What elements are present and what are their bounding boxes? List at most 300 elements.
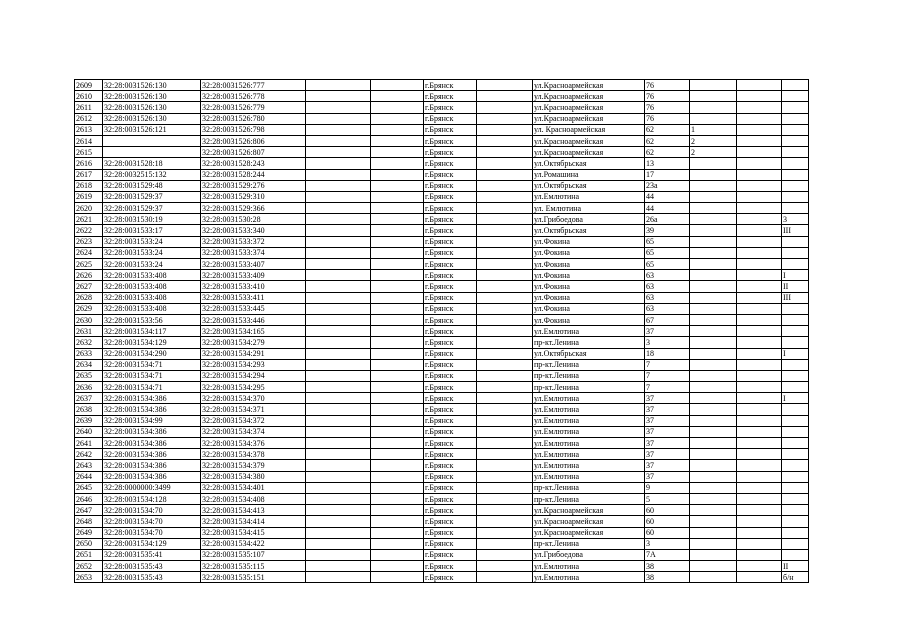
cell-house-number: 7: [645, 382, 690, 393]
cell-empty-col-a: [306, 225, 371, 236]
table-row: [75, 169, 809, 180]
cell-row-number: 2620: [75, 203, 103, 214]
cell-street: ул.Красноармейская: [533, 135, 645, 146]
cell-apartment-number: [782, 460, 809, 471]
cell-parcel-number: 32:28:0031533:24: [103, 247, 201, 258]
cell-row-number: 2638: [75, 404, 103, 415]
cell-empty-col-c: [477, 292, 533, 303]
cell-parcel-number: 32:28:0031533:17: [103, 225, 201, 236]
cell-empty-col-c: [477, 124, 533, 135]
cell-empty-col-a: [306, 214, 371, 225]
cell-empty-col-c: [477, 303, 533, 314]
cell-empty-col-b: [371, 370, 424, 381]
cell-house-number: 9: [645, 482, 690, 493]
cell-building-number: [690, 516, 737, 527]
cell-street: ул.Емлютина: [533, 191, 645, 202]
cell-apartment-number: [782, 102, 809, 113]
cell-row-number: 2628: [75, 292, 103, 303]
cell-empty-col-b: [371, 225, 424, 236]
table-row: [75, 281, 809, 292]
cell-street: ул.Ромашина: [533, 169, 645, 180]
cell-building-number: [690, 337, 737, 348]
cell-empty-col-c: [477, 225, 533, 236]
table-row: [75, 415, 809, 426]
cell-object-number: 32:28:0031526:798: [201, 124, 306, 135]
cell-empty-col-b: [371, 236, 424, 247]
cell-empty-col-d: [737, 191, 782, 202]
cell-object-number: 32:28:0031534:379: [201, 460, 306, 471]
cell-empty-col-a: [306, 147, 371, 158]
table-row: [75, 337, 809, 348]
cell-empty-col-d: [737, 438, 782, 449]
table-row: [75, 516, 809, 527]
cell-object-number: 32:28:0031534:380: [201, 471, 306, 482]
table-row: [75, 482, 809, 493]
cell-empty-col-c: [477, 147, 533, 158]
cell-house-number: 37: [645, 426, 690, 437]
cell-apartment-number: [782, 314, 809, 325]
cell-city: г.Брянск: [424, 393, 477, 404]
cell-city: г.Брянск: [424, 303, 477, 314]
cell-apartment-number: [782, 426, 809, 437]
cell-building-number: [690, 292, 737, 303]
cell-empty-col-a: [306, 113, 371, 124]
cell-empty-col-b: [371, 505, 424, 516]
cell-city: г.Брянск: [424, 348, 477, 359]
cell-empty-col-c: [477, 549, 533, 560]
cell-parcel-number: 32:28:0000000:3499: [103, 482, 201, 493]
cell-building-number: [690, 247, 737, 258]
cell-parcel-number: [103, 147, 201, 158]
cell-city: г.Брянск: [424, 527, 477, 538]
cell-building-number: [690, 404, 737, 415]
cell-city: г.Брянск: [424, 404, 477, 415]
cell-apartment-number: [782, 303, 809, 314]
cell-object-number: 32:28:0031534:291: [201, 348, 306, 359]
cell-empty-col-d: [737, 102, 782, 113]
cell-object-number: 32:28:0031534:414: [201, 516, 306, 527]
cell-street: ул.Фокина: [533, 236, 645, 247]
cell-empty-col-b: [371, 561, 424, 572]
cell-apartment-number: [782, 91, 809, 102]
cell-street: пр-кт.Ленина: [533, 382, 645, 393]
cell-empty-col-c: [477, 314, 533, 325]
cell-city: г.Брянск: [424, 449, 477, 460]
cell-building-number: 2: [690, 147, 737, 158]
cell-row-number: 2623: [75, 236, 103, 247]
cell-empty-col-b: [371, 91, 424, 102]
cell-empty-col-a: [306, 404, 371, 415]
cell-parcel-number: 32:28:0031534:129: [103, 538, 201, 549]
cell-street: ул.Грибоедова: [533, 214, 645, 225]
cell-city: г.Брянск: [424, 326, 477, 337]
cell-empty-col-c: [477, 438, 533, 449]
cell-empty-col-c: [477, 527, 533, 538]
cell-house-number: 44: [645, 203, 690, 214]
cell-object-number: 32:28:0031526:806: [201, 135, 306, 146]
cell-row-number: 2624: [75, 247, 103, 258]
cell-empty-col-c: [477, 493, 533, 504]
cell-object-number: 32:28:0031534:295: [201, 382, 306, 393]
cell-empty-col-a: [306, 180, 371, 191]
cell-house-number: 37: [645, 393, 690, 404]
cell-building-number: [690, 382, 737, 393]
cell-empty-col-d: [737, 393, 782, 404]
cell-street: ул.Емлютина: [533, 471, 645, 482]
cell-row-number: 2645: [75, 482, 103, 493]
cell-building-number: 2: [690, 135, 737, 146]
cell-apartment-number: [782, 135, 809, 146]
cell-empty-col-b: [371, 314, 424, 325]
cell-street: ул.Красноармейская: [533, 91, 645, 102]
cell-parcel-number: 32:28:0031526:130: [103, 80, 201, 91]
cell-empty-col-b: [371, 482, 424, 493]
cell-parcel-number: 32:28:0031530:19: [103, 214, 201, 225]
cell-empty-col-d: [737, 113, 782, 124]
cell-street: ул.Красноармейская: [533, 505, 645, 516]
cell-street: ул.Емлютина: [533, 415, 645, 426]
cell-apartment-number: [782, 449, 809, 460]
table-row: [75, 225, 809, 236]
cell-row-number: 2649: [75, 527, 103, 538]
cell-street: пр-кт.Ленина: [533, 538, 645, 549]
table-row: [75, 505, 809, 516]
table-row: [75, 471, 809, 482]
cell-city: г.Брянск: [424, 549, 477, 560]
cell-street: ул.Емлютина: [533, 460, 645, 471]
cell-apartment-number: [782, 247, 809, 258]
cell-empty-col-d: [737, 471, 782, 482]
cell-house-number: 37: [645, 471, 690, 482]
cell-parcel-number: 32:28:0031533:408: [103, 303, 201, 314]
cell-empty-col-d: [737, 214, 782, 225]
cell-row-number: 2641: [75, 438, 103, 449]
cell-city: г.Брянск: [424, 572, 477, 583]
cell-empty-col-d: [737, 460, 782, 471]
cell-parcel-number: 32:28:0031534:290: [103, 348, 201, 359]
cell-building-number: [690, 281, 737, 292]
cell-empty-col-d: [737, 370, 782, 381]
table-row: [75, 527, 809, 538]
cell-city: г.Брянск: [424, 337, 477, 348]
cell-house-number: 76: [645, 91, 690, 102]
cell-empty-col-c: [477, 460, 533, 471]
cell-empty-col-c: [477, 102, 533, 113]
cell-parcel-number: 32:28:0031534:128: [103, 493, 201, 504]
cell-empty-col-a: [306, 572, 371, 583]
cell-apartment-number: [782, 493, 809, 504]
cell-apartment-number: I: [782, 270, 809, 281]
cell-empty-col-d: [737, 505, 782, 516]
cell-empty-col-a: [306, 337, 371, 348]
table-row: [75, 348, 809, 359]
cell-building-number: [690, 505, 737, 516]
cell-city: г.Брянск: [424, 426, 477, 437]
cell-empty-col-a: [306, 124, 371, 135]
cell-city: г.Брянск: [424, 370, 477, 381]
cell-row-number: 2652: [75, 561, 103, 572]
cell-empty-col-b: [371, 538, 424, 549]
cell-empty-col-b: [371, 270, 424, 281]
cell-building-number: [690, 538, 737, 549]
cell-parcel-number: 32:28:0031533:24: [103, 259, 201, 270]
table-row: [75, 393, 809, 404]
cell-street: ул.Красноармейская: [533, 80, 645, 91]
cell-object-number: 32:28:0031533:446: [201, 314, 306, 325]
table-row: [75, 180, 809, 191]
cell-row-number: 2621: [75, 214, 103, 225]
cell-row-number: 2635: [75, 370, 103, 381]
cell-parcel-number: 32:28:0031534:386: [103, 471, 201, 482]
cell-house-number: 37: [645, 326, 690, 337]
cell-object-number: 32:28:0031533:372: [201, 236, 306, 247]
cell-city: г.Брянск: [424, 102, 477, 113]
cell-building-number: [690, 113, 737, 124]
cell-parcel-number: 32:28:0031534:99: [103, 415, 201, 426]
cell-empty-col-d: [737, 516, 782, 527]
cell-empty-col-b: [371, 214, 424, 225]
cell-row-number: 2646: [75, 493, 103, 504]
cell-row-number: 2644: [75, 471, 103, 482]
cell-house-number: 38: [645, 572, 690, 583]
cell-building-number: [690, 370, 737, 381]
cell-street: пр-кт.Ленина: [533, 337, 645, 348]
cell-street: ул.Красноармейская: [533, 113, 645, 124]
cell-city: г.Брянск: [424, 214, 477, 225]
cell-house-number: 63: [645, 270, 690, 281]
cell-empty-col-d: [737, 124, 782, 135]
cell-empty-col-c: [477, 482, 533, 493]
cell-street: ул. Красноармейская: [533, 124, 645, 135]
cell-building-number: [690, 572, 737, 583]
cell-empty-col-a: [306, 359, 371, 370]
cell-empty-col-a: [306, 236, 371, 247]
cell-object-number: 32:28:0031534:279: [201, 337, 306, 348]
cell-empty-col-c: [477, 505, 533, 516]
cell-row-number: 2651: [75, 549, 103, 560]
cell-row-number: 2627: [75, 281, 103, 292]
cell-row-number: 2616: [75, 158, 103, 169]
cell-empty-col-b: [371, 180, 424, 191]
cell-row-number: 2626: [75, 270, 103, 281]
cell-empty-col-c: [477, 449, 533, 460]
cell-apartment-number: [782, 516, 809, 527]
cell-empty-col-b: [371, 303, 424, 314]
cell-object-number: 32:28:0031529:366: [201, 203, 306, 214]
cell-street: ул.Емлютина: [533, 404, 645, 415]
cell-street: ул.Фокина: [533, 281, 645, 292]
cell-object-number: 32:28:0031528:244: [201, 169, 306, 180]
table-row: [75, 561, 809, 572]
cell-empty-col-a: [306, 259, 371, 270]
cell-empty-col-d: [737, 404, 782, 415]
cell-empty-col-c: [477, 214, 533, 225]
cell-parcel-number: 32:28:0031534:386: [103, 438, 201, 449]
cell-apartment-number: III: [782, 292, 809, 303]
cell-house-number: 37: [645, 449, 690, 460]
cell-apartment-number: [782, 169, 809, 180]
cell-building-number: 1: [690, 124, 737, 135]
cell-apartment-number: [782, 191, 809, 202]
cell-empty-col-b: [371, 292, 424, 303]
cell-row-number: 2613: [75, 124, 103, 135]
cell-empty-col-b: [371, 438, 424, 449]
cell-empty-col-c: [477, 203, 533, 214]
cell-row-number: 2634: [75, 359, 103, 370]
cell-object-number: 32:28:0031533:407: [201, 259, 306, 270]
cell-city: г.Брянск: [424, 247, 477, 258]
cell-parcel-number: 32:28:0031534:71: [103, 359, 201, 370]
cell-row-number: 2640: [75, 426, 103, 437]
cell-empty-col-c: [477, 135, 533, 146]
cell-apartment-number: [782, 538, 809, 549]
table-row: [75, 191, 809, 202]
cell-parcel-number: 32:28:0031534:386: [103, 460, 201, 471]
cell-empty-col-c: [477, 80, 533, 91]
cell-row-number: 2618: [75, 180, 103, 191]
cell-empty-col-a: [306, 203, 371, 214]
cell-parcel-number: 32:28:0031534:386: [103, 449, 201, 460]
cell-empty-col-a: [306, 516, 371, 527]
cell-city: г.Брянск: [424, 460, 477, 471]
cell-parcel-number: 32:28:0031533:408: [103, 270, 201, 281]
cell-row-number: 2637: [75, 393, 103, 404]
table-row: [75, 493, 809, 504]
cell-street: пр-кт.Ленина: [533, 482, 645, 493]
cell-empty-col-d: [737, 180, 782, 191]
cell-street: ул.Фокина: [533, 247, 645, 258]
cell-house-number: 63: [645, 303, 690, 314]
cell-apartment-number: [782, 337, 809, 348]
cell-building-number: [690, 326, 737, 337]
table-row: [75, 438, 809, 449]
cell-city: г.Брянск: [424, 516, 477, 527]
cell-building-number: [690, 158, 737, 169]
cell-empty-col-a: [306, 415, 371, 426]
cell-parcel-number: 32:28:0031534:71: [103, 370, 201, 381]
cell-empty-col-d: [737, 348, 782, 359]
cell-building-number: [690, 169, 737, 180]
cell-row-number: 2610: [75, 91, 103, 102]
cell-street: ул.Фокина: [533, 314, 645, 325]
cell-apartment-number: [782, 505, 809, 516]
cell-row-number: 2639: [75, 415, 103, 426]
cell-empty-col-c: [477, 561, 533, 572]
cell-house-number: 62: [645, 147, 690, 158]
cell-apartment-number: [782, 527, 809, 538]
cell-object-number: 32:28:0031526:779: [201, 102, 306, 113]
cell-city: г.Брянск: [424, 91, 477, 102]
cell-empty-col-d: [737, 225, 782, 236]
cell-empty-col-c: [477, 471, 533, 482]
cell-city: г.Брянск: [424, 438, 477, 449]
cell-empty-col-d: [737, 203, 782, 214]
table-row: [75, 214, 809, 225]
cell-city: г.Брянск: [424, 382, 477, 393]
cell-house-number: 65: [645, 247, 690, 258]
cell-street: ул.Емлютина: [533, 572, 645, 583]
cell-row-number: 2611: [75, 102, 103, 113]
cell-empty-col-a: [306, 303, 371, 314]
cell-apartment-number: [782, 203, 809, 214]
cell-object-number: 32:28:0031535:151: [201, 572, 306, 583]
cell-empty-col-d: [737, 281, 782, 292]
cell-city: г.Брянск: [424, 180, 477, 191]
cell-parcel-number: 32:28:0031534:117: [103, 326, 201, 337]
cell-object-number: 32:28:0031526:777: [201, 80, 306, 91]
cell-row-number: 2615: [75, 147, 103, 158]
cell-empty-col-d: [737, 482, 782, 493]
cell-house-number: 37: [645, 438, 690, 449]
cell-empty-col-d: [737, 314, 782, 325]
cell-apartment-number: [782, 259, 809, 270]
cell-house-number: 17: [645, 169, 690, 180]
cell-building-number: [690, 359, 737, 370]
cell-parcel-number: 32:28:0031533:408: [103, 281, 201, 292]
cell-building-number: [690, 214, 737, 225]
cell-apartment-number: II: [782, 281, 809, 292]
cell-parcel-number: 32:28:0031533:56: [103, 314, 201, 325]
cell-object-number: 32:28:0031530:28: [201, 214, 306, 225]
cell-empty-col-c: [477, 415, 533, 426]
cell-empty-col-a: [306, 460, 371, 471]
cell-empty-col-b: [371, 471, 424, 482]
cell-city: г.Брянск: [424, 314, 477, 325]
cell-empty-col-d: [737, 303, 782, 314]
cell-empty-col-d: [737, 415, 782, 426]
table-row: [75, 449, 809, 460]
cell-object-number: 32:28:0031534:376: [201, 438, 306, 449]
register-table: [74, 79, 809, 583]
table-row: [75, 203, 809, 214]
cell-house-number: 76: [645, 113, 690, 124]
cell-empty-col-a: [306, 393, 371, 404]
table-body: [75, 80, 809, 583]
cell-empty-col-c: [477, 281, 533, 292]
cell-apartment-number: [782, 471, 809, 482]
table-row: [75, 135, 809, 146]
cell-apartment-number: [782, 124, 809, 135]
cell-apartment-number: [782, 549, 809, 560]
cell-house-number: 26а: [645, 214, 690, 225]
cell-house-number: 23а: [645, 180, 690, 191]
cell-object-number: 32:28:0031534:374: [201, 426, 306, 437]
cell-empty-col-d: [737, 91, 782, 102]
cell-empty-col-b: [371, 348, 424, 359]
cell-object-number: 32:28:0031535:107: [201, 549, 306, 560]
cell-object-number: 32:28:0031528:243: [201, 158, 306, 169]
cell-empty-col-b: [371, 415, 424, 426]
cell-building-number: [690, 80, 737, 91]
table-row: [75, 236, 809, 247]
cell-city: г.Брянск: [424, 135, 477, 146]
cell-empty-col-b: [371, 169, 424, 180]
cell-apartment-number: III: [782, 225, 809, 236]
cell-empty-col-b: [371, 404, 424, 415]
cell-empty-col-b: [371, 393, 424, 404]
cell-row-number: 2643: [75, 460, 103, 471]
cell-building-number: [690, 180, 737, 191]
cell-empty-col-a: [306, 471, 371, 482]
cell-empty-col-c: [477, 348, 533, 359]
cell-parcel-number: 32:28:0031535:41: [103, 549, 201, 560]
cell-object-number: 32:28:0031533:445: [201, 303, 306, 314]
cell-parcel-number: 32:28:0031535:43: [103, 561, 201, 572]
cell-parcel-number: 32:28:0031526:121: [103, 124, 201, 135]
cell-city: г.Брянск: [424, 270, 477, 281]
cell-building-number: [690, 259, 737, 270]
cell-empty-col-c: [477, 382, 533, 393]
